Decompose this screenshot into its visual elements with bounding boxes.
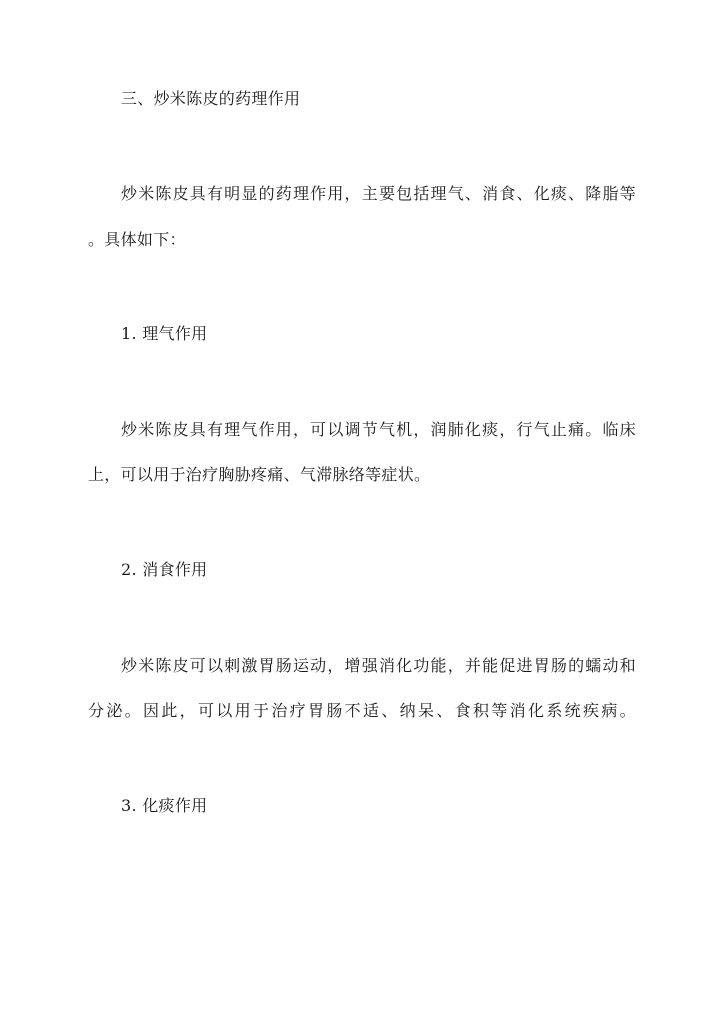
subsection-title-phlegm: 3. 化痰作用 <box>121 796 208 815</box>
intro-paragraph-line-1: 炒米陈皮具有明显的药理作用，主要包括理气、消食、化痰、降脂等 <box>121 184 636 203</box>
digestion-paragraph-line-1: 炒米陈皮可以刺激胃肠运动，增强消化功能，并能促进胃肠的蠕动和 <box>121 656 636 675</box>
section-heading: 三、炒米陈皮的药理作用 <box>121 89 301 108</box>
intro-paragraph-line-2: 。具体如下： <box>88 230 186 249</box>
subsection-title-digestion: 2. 消食作用 <box>121 560 208 579</box>
digestion-paragraph-line-2: 分泌。因此，可以用于治疗胃肠不适、纳呆、食积等消化系统疾病。 <box>88 701 636 720</box>
qi-paragraph-line-1: 炒米陈皮具有理气作用，可以调节气机，润肺化痰，行气止痛。临床 <box>121 420 636 439</box>
subsection-title-qi: 1. 理气作用 <box>121 324 208 343</box>
qi-paragraph-line-2: 上，可以用于治疗胸胁疼痛、气滞脉络等症状。 <box>88 465 431 484</box>
